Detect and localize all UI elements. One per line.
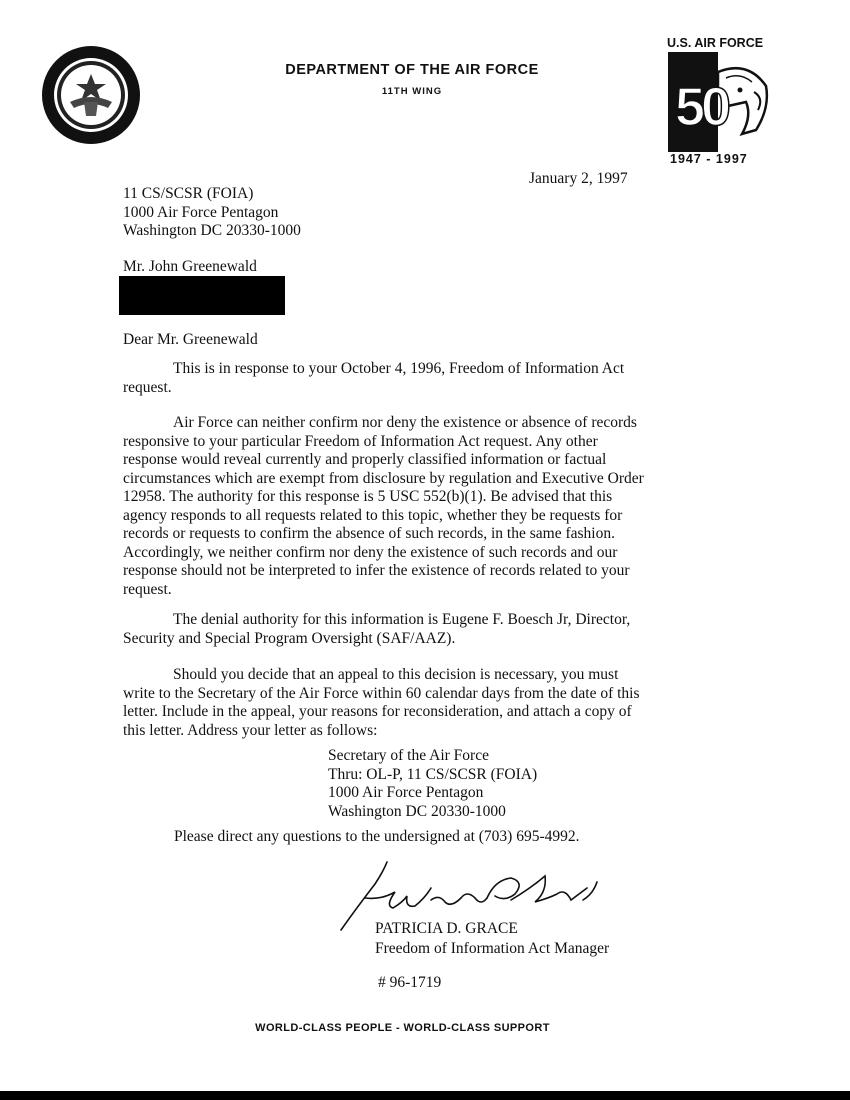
paragraph-line: write to the Secretary of the Air Force within 60 calendar days from the date of this: [123, 684, 640, 702]
address-line: Washington DC 20330-1000: [328, 802, 506, 820]
reference-number: # 96-1719: [378, 974, 442, 991]
paragraph-line: this letter. Address your letter as follows:: [123, 721, 378, 739]
body-paragraph-1: [123, 360, 723, 397]
paragraph-line: request.: [123, 580, 172, 598]
recipient-name: Mr. John Greenewald: [123, 258, 257, 275]
paragraph-line: response would reveal currently and properly classified information or factual: [123, 451, 607, 468]
paragraph-line: Security and Special Program Oversight (SAF/AAZ).: [123, 629, 456, 647]
contact-paragraph: Please direct any questions to the undersigned at (703) 695-4992.: [174, 828, 580, 845]
signatory-title: Freedom of Information Act Manager: [375, 940, 610, 957]
salutation: Dear Mr. Greenewald: [123, 331, 258, 348]
appeal-address: [328, 747, 537, 821]
paragraph-line: The denial authority for this information is Eugene F. Boesch Jr, Director,: [173, 611, 631, 628]
anniversary-number: 50: [675, 77, 728, 137]
address-line: Thru: OL-P, 11 CS/SCSR (FOIA): [328, 765, 538, 783]
address-line: 1000 Air Force Pentagon: [328, 784, 484, 801]
body-paragraph-3: [123, 611, 723, 648]
paragraph-line: agency responds to all requests related to this topic, whether they be requests for: [123, 506, 623, 524]
unit-name: 11TH WING: [381, 86, 443, 97]
paragraph-line: responsive to your particular Freedom of Information Act request. Any other: [123, 432, 598, 450]
bottom-scan-edge: [0, 1091, 850, 1100]
paragraph-line: letter. Include in the appeal, your reasons for reconsideration, and attach a copy of: [123, 703, 632, 720]
paragraph-line: request.: [123, 378, 172, 396]
anniversary-label: U.S. AIR FORCE: [667, 36, 764, 50]
address-line: 11 CS/SCSR (FOIA): [123, 185, 254, 202]
address-line: Washington DC 20330-1000: [123, 222, 301, 239]
paragraph-line: Air Force can neither confirm nor deny the existence or absence of records: [173, 414, 637, 431]
address-line: 1000 Air Force Pentagon: [123, 203, 279, 221]
address-line: Secretary of the Air Force: [328, 747, 489, 764]
sender-address: [123, 185, 301, 241]
anniversary-years: 1947 - 1997: [670, 152, 748, 166]
paragraph-line: circumstances which are exempt from disclosure by regulation and Executive Order: [123, 469, 644, 487]
department-title: DEPARTMENT OF THE AIR FORCE: [285, 62, 539, 78]
redacted-address-block: [119, 276, 285, 315]
letter-date: January 2, 1997: [529, 170, 628, 187]
paragraph-line: response should not be interpreted to infer the existence of records related to your: [123, 562, 630, 579]
paragraph-line: Should you decide that an appeal to this decision is necessary, you must: [173, 666, 619, 683]
paragraph-line: Accordingly, we neither confirm nor deny the existence of such records and our: [123, 543, 618, 561]
footer-slogan: WORLD-CLASS PEOPLE - WORLD-CLASS SUPPORT: [255, 1022, 550, 1034]
body-paragraph-4: [123, 666, 723, 740]
paragraph-line: 12958. The authority for this response is 5 USC 552(b)(1). Be advised that this: [123, 488, 613, 505]
paragraph-line: This is in response to your October 4, 1996, Freedom of Information Act: [173, 360, 625, 377]
paragraph-line: records or requests to confirm the absence of such records, in the same fashion.: [123, 525, 615, 542]
body-paragraph-2: [123, 414, 723, 599]
signatory-name: PATRICIA D. GRACE: [375, 920, 518, 937]
